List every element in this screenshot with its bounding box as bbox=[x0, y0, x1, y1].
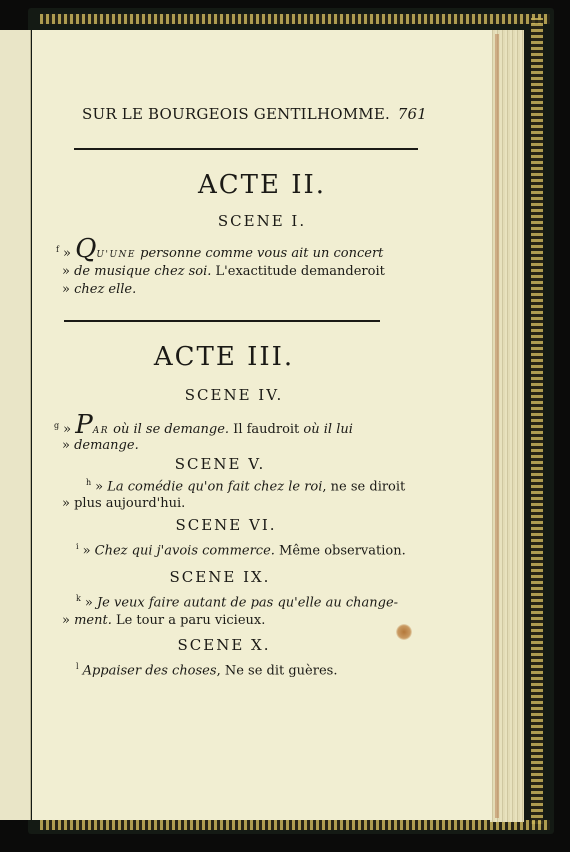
page-number: 761 bbox=[397, 105, 427, 123]
facing-page-edge bbox=[0, 30, 31, 820]
running-head bbox=[82, 105, 427, 123]
note-g-line-1: $^g$ » PAR où il se demange. Il faudroit où il lui bbox=[54, 410, 353, 440]
paper-stain bbox=[396, 624, 412, 640]
note-f-line-3: » chez elle. bbox=[62, 282, 137, 297]
note-k-line-1: $^k$ » Je veux faire autant de pas qu'elle au change- bbox=[76, 594, 399, 611]
drop-cap-q: Q bbox=[75, 234, 97, 264]
note-l-line: $^l$ Appaiser des choses, Ne se dit guères. bbox=[76, 662, 338, 679]
cover-gilt-border-right bbox=[531, 18, 543, 824]
note-g-line-2: » demange. bbox=[62, 438, 139, 453]
scene-i-heading: SCENE I. bbox=[217, 212, 307, 230]
scene-x-heading: SCENE X. bbox=[177, 636, 271, 654]
note-h-line-2: » plus aujourd'hui. bbox=[62, 496, 186, 511]
drop-cap-p: P bbox=[75, 410, 93, 440]
page-edge-stain bbox=[495, 34, 499, 818]
running-head-title: SUR LE BOURGEOIS GENTILHOMME. bbox=[82, 105, 390, 123]
scene-v-heading: SCENE V. bbox=[174, 455, 266, 473]
header-rule bbox=[74, 148, 418, 150]
scene-iv-heading: SCENE IV. bbox=[184, 386, 284, 404]
book-page bbox=[32, 30, 492, 820]
note-k-line-2: » ment. Le tour a paru vicieux. bbox=[62, 613, 266, 628]
note-f-line-2: » de musique chez soi. L'exactitude demanderoit bbox=[62, 264, 385, 279]
note-i-line: $^i$ » Chez qui j'avois commerce. Même observation. bbox=[76, 542, 406, 559]
scene-ix-heading: SCENE IX. bbox=[169, 568, 271, 586]
scene-vi-heading: SCENE VI. bbox=[175, 516, 277, 534]
note-f-line-1: $^f$ » QU'UNE personne comme vous ait un concert bbox=[56, 234, 384, 264]
section-rule bbox=[64, 320, 380, 322]
cover-gilt-border-bottom bbox=[40, 820, 550, 830]
acte-iii-heading: ACTE III. bbox=[153, 342, 295, 372]
note-h-line-1: $^h$ » La comédie qu'on fait chez le roi, ne se diroit bbox=[86, 478, 406, 495]
cover-gilt-border-top bbox=[40, 14, 550, 24]
acte-ii-heading: ACTE II. bbox=[197, 170, 327, 200]
